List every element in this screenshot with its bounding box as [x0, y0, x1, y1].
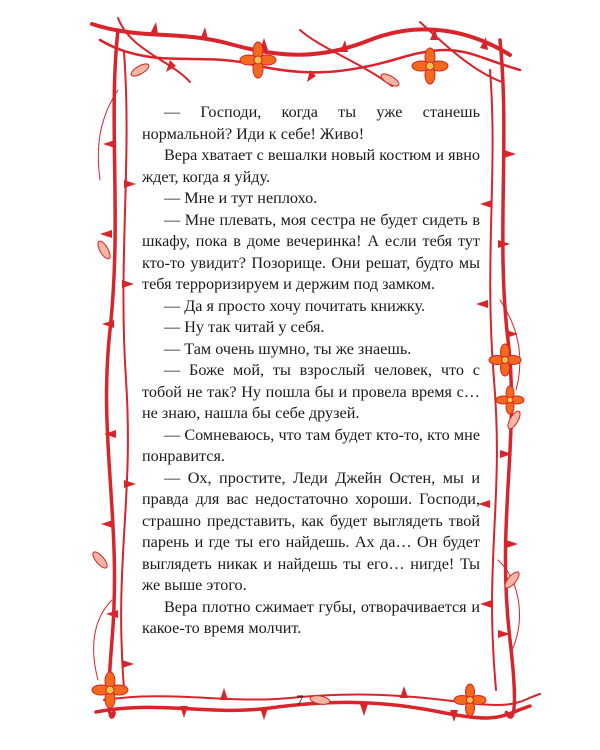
- paragraph: — Ох, простите, Леди Джейн Остен, мы и правда для вас недостаточно хороши. Господи, страшно представить, как будет выглядеть твой парень и где ты его найдешь. Ах да… Он будет выглядеть никак и найдешь ты его… нигде! Ты же выше этого.: [142, 468, 480, 594]
- paragraph: — Там очень шумно, ты же знаешь.: [164, 339, 412, 358]
- page-body-text: [142, 102, 480, 640]
- page-number: 7: [296, 693, 304, 709]
- paragraph: Вера хватает с вешалки новый костюм и явно ждет, когда я уйду.: [142, 146, 480, 186]
- paragraph: — Сомневаюсь, что там будет кто-то, кто мне понравится.: [142, 425, 480, 465]
- paragraph: — Боже мой, ты взрослый человек, что с тобой не так? Ну пошла бы и провела время с… не знаю, нашла бы себе друзей.: [142, 361, 480, 422]
- paragraph: — Господи, когда ты уже станешь нормальной? Иди к себе! Живо!: [142, 103, 480, 143]
- paragraph: — Мне плевать, моя сестра не будет сидеть в шкафу, пока в доме вечеринка! А если тебя тут кто-то увидит? Позорище. Они решат, будто мы тебя терроризируем и держим под замком.: [142, 210, 480, 293]
- paragraph: — Ну так читай у себя.: [164, 318, 325, 336]
- paragraph: Вера плотно сжимает губы, отворачивается и какое-то время молчит.: [142, 597, 480, 637]
- paragraph: — Мне и тут неплохо.: [164, 189, 318, 207]
- paragraph: — Да я просто хочу почитать книжку.: [164, 296, 426, 315]
